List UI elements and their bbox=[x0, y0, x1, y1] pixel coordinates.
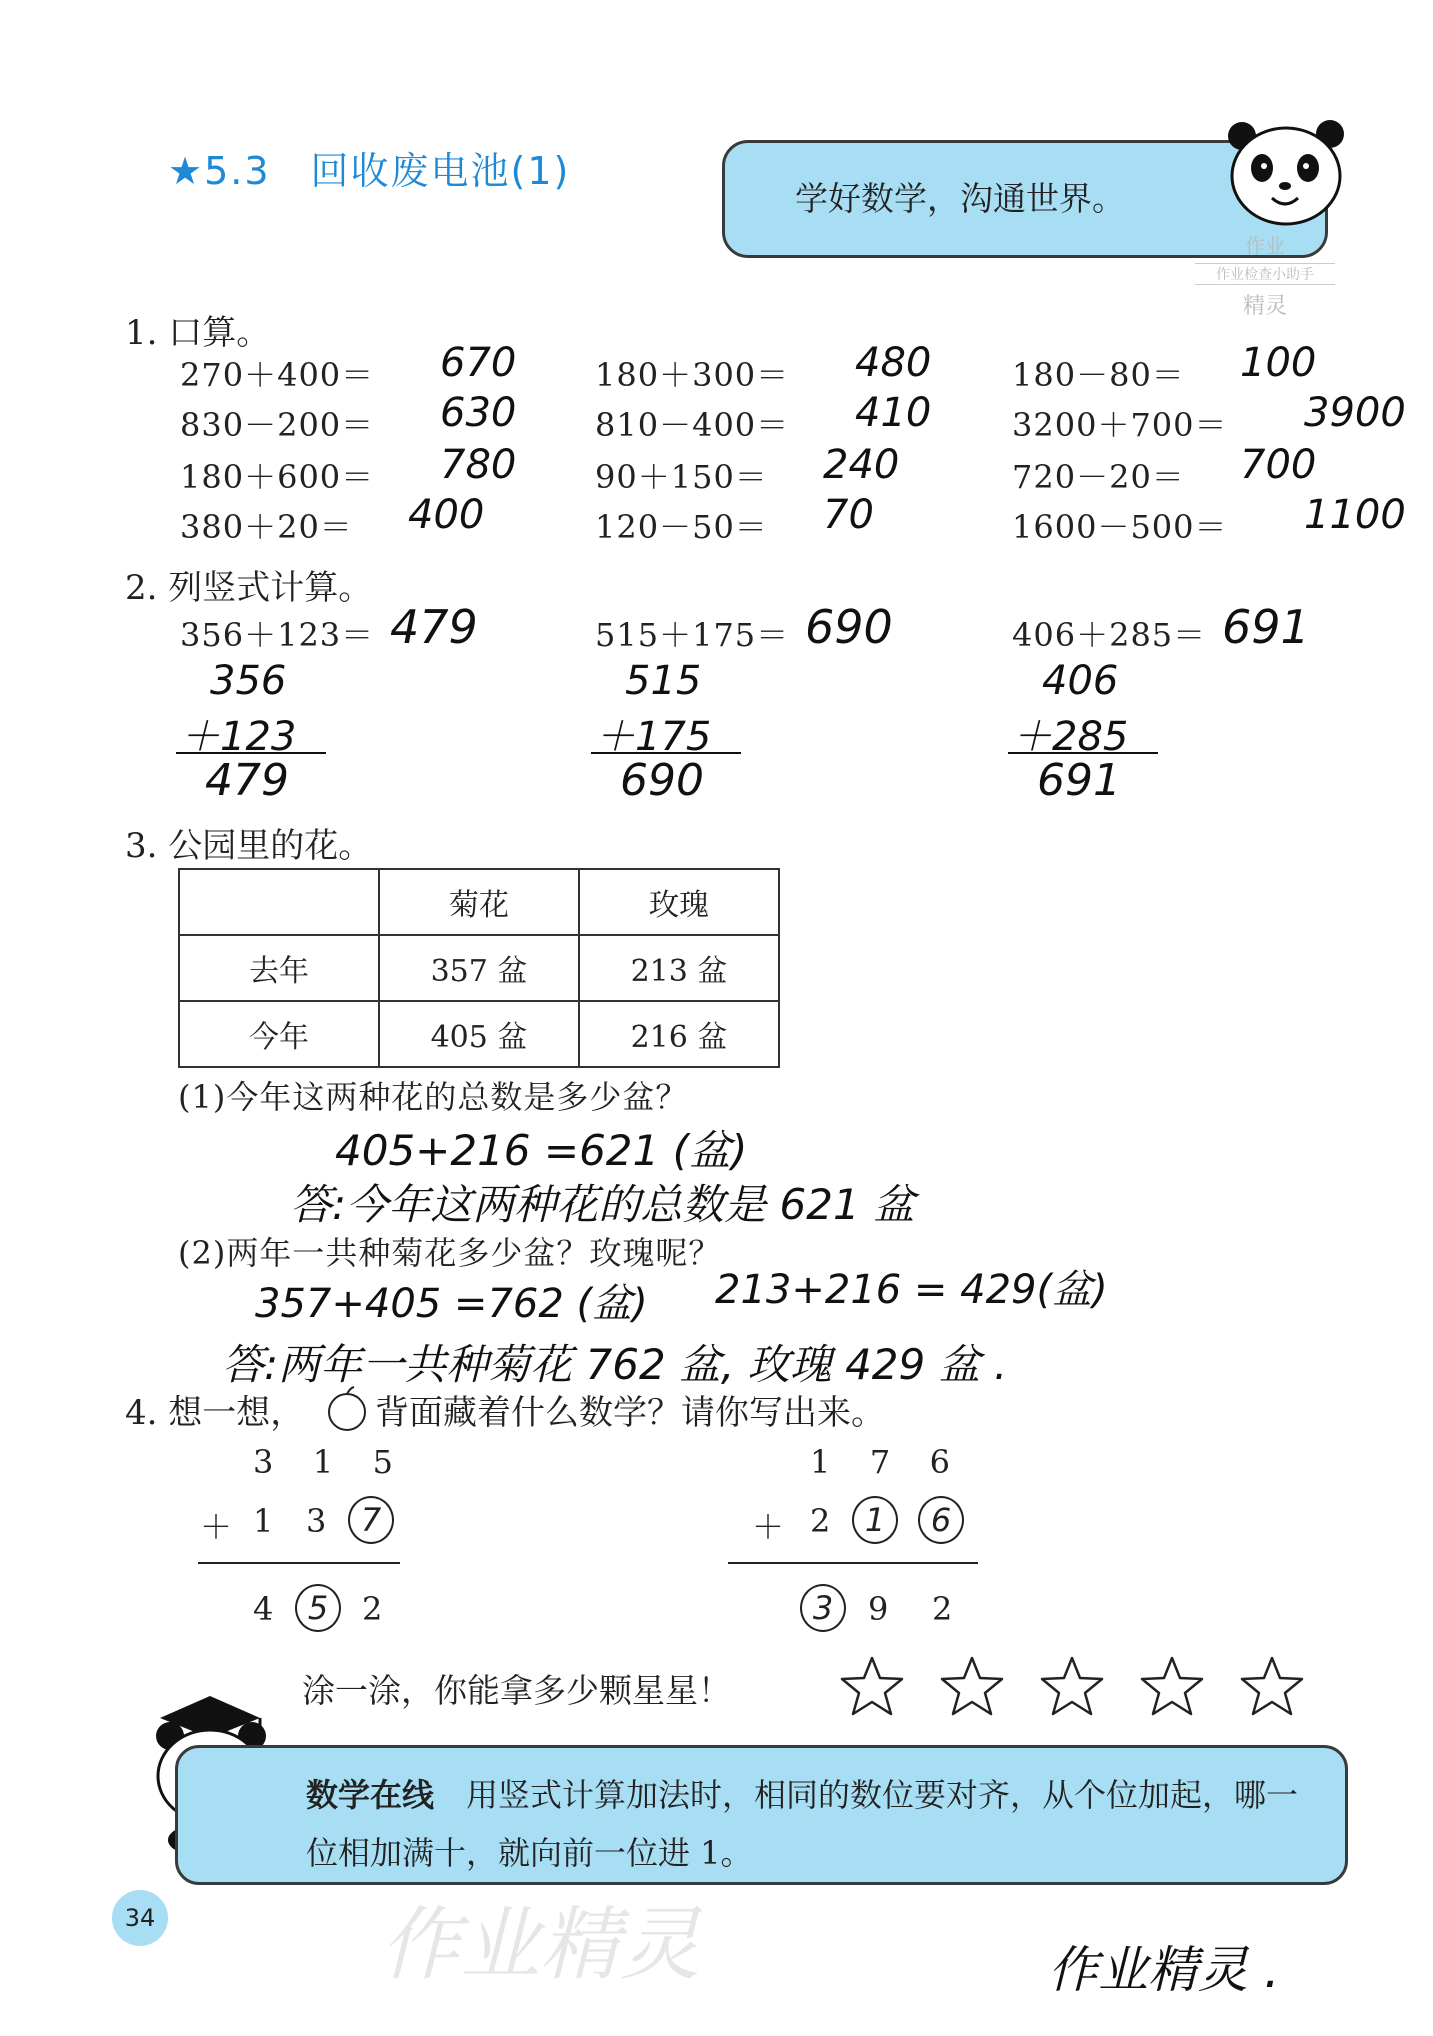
table-header-row bbox=[179, 869, 779, 935]
q3-sub2-work-rose: 213+216 = 429(盆) bbox=[715, 1267, 1108, 1313]
q2-expression: 356＋123＝ bbox=[180, 616, 375, 654]
table-cell: 菊花 bbox=[379, 869, 579, 935]
rating-star-icon[interactable] bbox=[1140, 1655, 1204, 1717]
q1-expression: 180－80＝ bbox=[1012, 356, 1185, 394]
table-row bbox=[179, 935, 779, 1001]
q1-handwritten-answer: 1100 bbox=[1304, 492, 1406, 538]
digit: 9 bbox=[868, 1590, 889, 1628]
rating-stars bbox=[840, 1655, 1304, 1717]
hidden-digit-apple: 6 bbox=[918, 1496, 964, 1544]
page-number: 34 bbox=[112, 1890, 168, 1946]
vertical-top-number: 515 bbox=[625, 658, 702, 704]
digit: 4 bbox=[253, 1590, 274, 1628]
q3-sub2-answer: 答:两年一共种菊花 762 盆, 玫瑰 429 盆 . bbox=[222, 1340, 1008, 1389]
plus-sign: ＋ bbox=[200, 1508, 233, 1546]
q1-expression: 90＋150＝ bbox=[595, 458, 768, 496]
vertical-sum: 691 bbox=[1037, 755, 1121, 806]
q3-sub1-question: (1)今年这两种花的总数是多少盆？ bbox=[178, 1078, 689, 1116]
vertical-top-number: 356 bbox=[210, 658, 287, 704]
q1-handwritten-answer: 240 bbox=[823, 442, 900, 488]
q1-expression: 3200＋700＝ bbox=[1012, 406, 1228, 444]
digit: 7 bbox=[869, 1443, 891, 1481]
q1-handwritten-answer: 70 bbox=[823, 492, 874, 538]
rating-star-icon[interactable] bbox=[1240, 1655, 1304, 1717]
hidden-digit-apple: 3 bbox=[800, 1584, 846, 1632]
vertical-sum-line bbox=[591, 752, 741, 754]
table-cell: 今年 bbox=[179, 1001, 379, 1067]
q3-sub2-question: (2)两年一共种菊花多少盆？玫瑰呢？ bbox=[178, 1234, 722, 1272]
q4-heading-part1: 4. 想一想， bbox=[125, 1393, 305, 1433]
q1-handwritten-answer: 480 bbox=[855, 340, 932, 386]
q2-handwritten-answer: 690 bbox=[805, 600, 893, 654]
q1-handwritten-answer: 400 bbox=[408, 492, 485, 538]
q4-heading-part2: 背面藏着什么数学？请你写出来。 bbox=[375, 1393, 885, 1433]
q1-handwritten-answer: 670 bbox=[440, 340, 517, 386]
digit: 1 bbox=[312, 1443, 334, 1481]
q1-handwritten-answer: 100 bbox=[1240, 340, 1317, 386]
vertical-sum: 690 bbox=[620, 755, 704, 806]
table-cell: 213 盆 bbox=[579, 935, 779, 1001]
table-row bbox=[179, 1001, 779, 1067]
table-cell: 玫瑰 bbox=[579, 869, 779, 935]
digit: 2 bbox=[362, 1590, 383, 1628]
q3-sub1-answer: 答:今年这两种花的总数是 621 盆 bbox=[290, 1180, 916, 1229]
digit: 6 bbox=[929, 1443, 950, 1481]
q1-expression: 810－400＝ bbox=[595, 406, 790, 444]
q1-expression: 380＋20＝ bbox=[180, 508, 353, 546]
sum-line bbox=[198, 1562, 400, 1564]
motto-text: 学好数学，沟通世界。 bbox=[795, 179, 1125, 218]
q1-heading: 1. 口算。 bbox=[125, 313, 271, 353]
vertical-addend: ＋285 bbox=[1012, 714, 1129, 760]
q1-expression: 120－50＝ bbox=[595, 508, 768, 546]
q2-heading: 2. 列竖式计算。 bbox=[125, 568, 373, 608]
vertical-sum: 479 bbox=[205, 755, 289, 806]
q1-expression: 830－200＝ bbox=[180, 406, 375, 444]
digit: 1 bbox=[253, 1502, 274, 1540]
q2-expression: 406＋285＝ bbox=[1012, 616, 1207, 654]
table-cell: 216 盆 bbox=[579, 1001, 779, 1067]
tip-tag: 数学在线 bbox=[306, 1776, 435, 1814]
q1-handwritten-answer: 780 bbox=[440, 442, 517, 488]
apple-icon bbox=[322, 1384, 372, 1434]
stamp-top-text: 作业 bbox=[1245, 234, 1285, 258]
q1-handwritten-answer: 630 bbox=[440, 390, 517, 436]
q1-expression: 1600－500＝ bbox=[1012, 508, 1228, 546]
vertical-sum-line bbox=[1008, 752, 1158, 754]
q1-handwritten-answer: 700 bbox=[1240, 442, 1317, 488]
digit: 5 bbox=[372, 1443, 393, 1481]
q3-sub2-work-chrysanthemum: 357+405 =762 (盆) bbox=[255, 1281, 648, 1327]
q3-sub1-work: 405+216 =621 (盆) bbox=[335, 1126, 748, 1175]
vertical-addend: ＋123 bbox=[180, 714, 297, 760]
math-online-tip bbox=[175, 1745, 1348, 1885]
digit: 3 bbox=[253, 1443, 274, 1481]
q3-heading: 3. 公园里的花。 bbox=[125, 826, 373, 866]
q1-expression: 270＋400＝ bbox=[180, 356, 375, 394]
digit: 3 bbox=[306, 1502, 327, 1540]
q2-expression: 515＋175＝ bbox=[595, 616, 790, 654]
q2-handwritten-answer: 691 bbox=[1222, 600, 1310, 654]
tip-text: 用竖式计算加法时，相同的数位要对齐，从个位加起，哪一位相加满十，就向前一位进 1。 bbox=[306, 1776, 1299, 1872]
vertical-addend: ＋175 bbox=[595, 714, 712, 760]
table-cell bbox=[179, 869, 379, 935]
stars-label: 涂一涂，你能拿多少颗星星！ bbox=[302, 1671, 731, 1710]
q1-handwritten-answer: 410 bbox=[855, 390, 932, 436]
digit: 2 bbox=[810, 1502, 831, 1540]
plus-sign: ＋ bbox=[752, 1508, 785, 1546]
handwritten-signature: 作业精灵 . bbox=[1048, 1941, 1280, 1999]
flowers-table bbox=[178, 868, 780, 1068]
lesson-title: ★5.3 回收废电池(1) bbox=[168, 149, 571, 193]
rating-star-icon[interactable] bbox=[1040, 1655, 1104, 1717]
vertical-top-number: 406 bbox=[1042, 658, 1119, 704]
panda-mascot-icon bbox=[1222, 118, 1352, 238]
rating-star-icon[interactable] bbox=[940, 1655, 1004, 1717]
q2-handwritten-answer: 479 bbox=[390, 600, 478, 654]
stamp-bottom-text: 精灵 bbox=[1242, 294, 1287, 319]
rating-star-icon[interactable] bbox=[840, 1655, 904, 1717]
table-cell: 405 盆 bbox=[379, 1001, 579, 1067]
hidden-digit-apple: 5 bbox=[295, 1584, 341, 1632]
q1-handwritten-answer: 3900 bbox=[1304, 390, 1406, 436]
hidden-digit-apple: 7 bbox=[348, 1496, 394, 1544]
q1-expression: 180＋300＝ bbox=[595, 356, 790, 394]
table-cell: 去年 bbox=[179, 935, 379, 1001]
sum-line bbox=[728, 1562, 978, 1564]
digit: 2 bbox=[932, 1590, 953, 1628]
q1-expression: 720－20＝ bbox=[1012, 458, 1185, 496]
digit: 1 bbox=[810, 1443, 831, 1481]
stamp-mid-text: 作业检查小助手 bbox=[1195, 263, 1335, 285]
q1-expression: 180＋600＝ bbox=[180, 458, 375, 496]
vertical-sum-line bbox=[176, 752, 326, 754]
hidden-digit-apple: 1 bbox=[852, 1496, 898, 1544]
watermark-text: 作业精灵 bbox=[380, 1898, 700, 1991]
table-cell: 357 盆 bbox=[379, 935, 579, 1001]
watermark-stamp bbox=[1195, 230, 1335, 330]
